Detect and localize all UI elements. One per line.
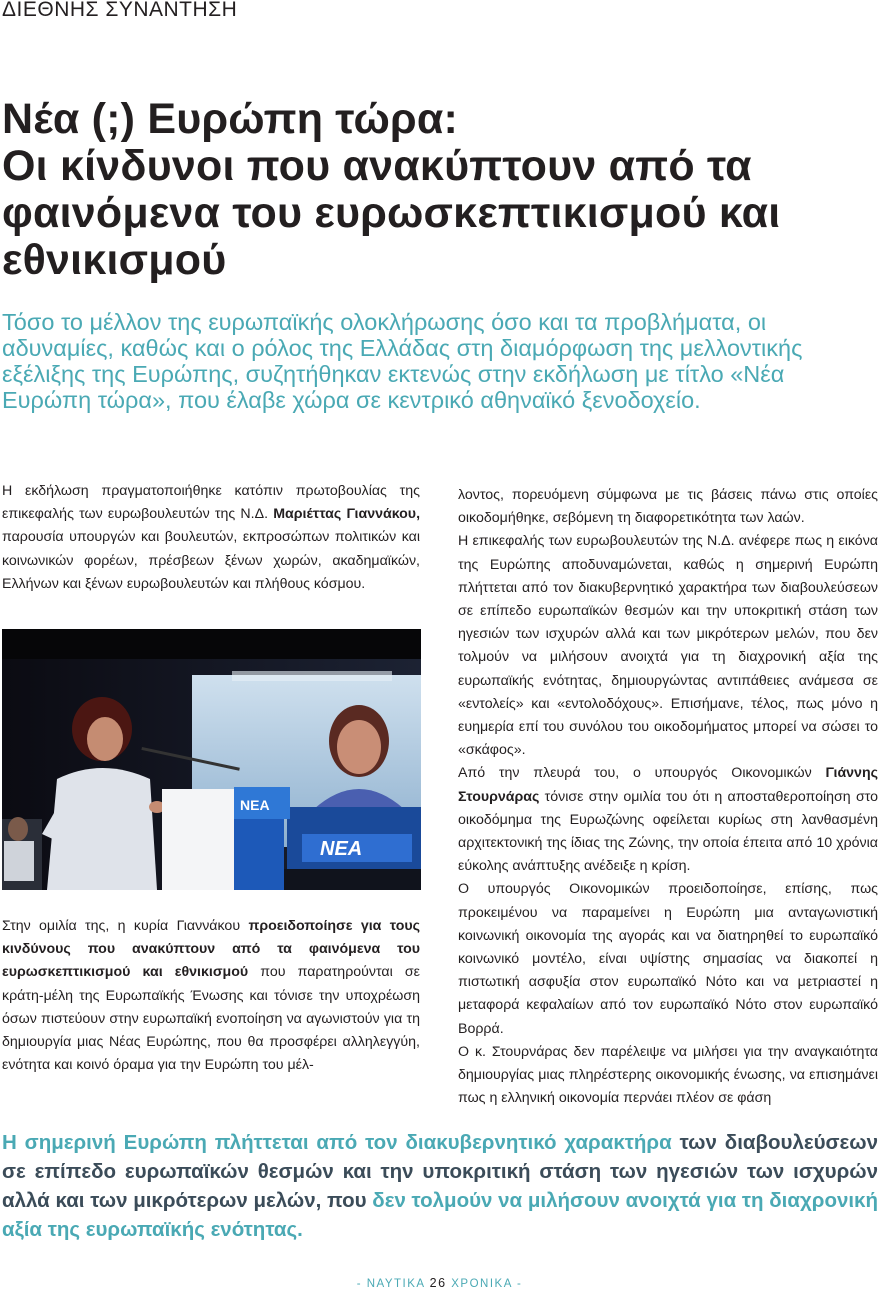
body-column-right xyxy=(458,484,878,1110)
page-footer xyxy=(0,1276,879,1290)
footer-magazine-name-right: ΧΡΟΝΙΚΑ xyxy=(451,1278,513,1290)
body-paragraph xyxy=(2,480,420,596)
bold-name: Γιάννης Στουρνάρας xyxy=(458,765,878,805)
text-run: Στην ομιλία της, η κυρία Γιαννάκου xyxy=(2,918,249,934)
footer-dash: - xyxy=(516,1278,523,1290)
text-run: Από την πλευρά του, ο υπουργός Οικονομικών xyxy=(458,765,826,782)
footer-dash: - xyxy=(356,1278,363,1290)
text-run: Η εκδήλωση πραγματοποιήθηκε κατόπιν πρωτοβουλίας της επικεφαλής των ευρωβουλευτών της Ν.Δ. xyxy=(2,483,420,523)
body-paragraph xyxy=(458,762,878,878)
body-paragraph xyxy=(2,915,420,1077)
page-number: 26 xyxy=(429,1276,447,1290)
body-paragraph: λοντος, πορευόμενη σύμφωνα με τις βάσεις πάνω στις οποίες οικοδομήθηκε, σεβόμενη τη διαφορετικότητα των λαών. xyxy=(458,487,878,527)
pull-quote-text: των διαβουλεύσεων σε επίπεδο ευρωπαϊκών θεσμών και την υποκριτική στάση των ηγεσιών των ισχυρών αλλά και των μικρότερων μελών, που xyxy=(2,1131,878,1212)
bold-warning: προειδοποίησε για τους κινδύνους που ανακύπτουν από τα φαινόμενα του ευρωσκεπτικισμού και εθνικισμού xyxy=(2,918,420,981)
headline-line-2: Οι κίνδυνοι που ανακύπτουν από τα xyxy=(2,142,752,190)
footer-magazine-name-left: ΝΑΥΤΙΚΑ xyxy=(366,1278,425,1290)
body-paragraph: Η επικεφαλής των ευρωβουλευτών της Ν.Δ. ανέφερε πως η εικόνα της Ευρώπης αποδυναμώνεται, καθώς η σημερινή Ευρώπη πλήττεται από τον διακυβερνητικό χαρακτήρα των διαβουλεύσεων σε επίπεδο ευρωπαϊκών θεσμών και την υποκριτική στάση των ηγεσιών των ισχυρών αλλά και των μικρότερων μελών, που δεν τολμούν να μιλήσουν ανοιχτά για τη διαχρονική αξία της ευρωπαϊκής ενότητας, δημιουργώντας αντιπάθειες ανάμεσα σε «εντολείς» και «εντολοδόχους». Επισήμανε, τέλος, πως μόνο η ευημερία επί του συνόλου του οικοδομήματος μπορεί να σώσει το «σκάφος». xyxy=(458,533,878,759)
text-run: τόνισε στην ομιλία του ότι η αποσταθεροποίηση στο οικοδόμημα της Ευρωζώνης οφείλεται κυρίως στη λανθασμένη αρχιτεκτονική της ίδιας της Ζώνης, την οποία έπειτα από 10 χρόνια εύκολης ανάπτυξης ανέδειξε η κρίση. xyxy=(458,788,878,875)
body-column-left-top xyxy=(2,480,420,596)
pull-quote xyxy=(2,1128,878,1244)
headline-line-4: εθνικισμού xyxy=(2,236,227,284)
pull-quote-highlight: δεν τολμούν να μιλήσουν ανοιχτά για τη διαχρονική αξία της ευρωπαϊκής ενότητας. xyxy=(2,1189,879,1241)
headline-line-3: φαινόμενα του ευρωσκεπτικισμού και xyxy=(2,189,781,237)
bold-name: Μαριέττας Γιαννάκου, xyxy=(273,506,421,523)
section-label: ΔΙΕΘΝΗΣ ΣΥΝΑΝΤΗΣΗ xyxy=(2,0,238,21)
text-run: που παρατηρούνται σε κράτη-μέλη της Ευρωπαϊκής Ένωσης και τόνισε την υποχρέωση όσων πιστεύουν στην ευρωπαϊκή ενοποίηση να αγωνιστούν για τη δημιουργία μιας Νέας Ευρώπης, που θα προσφέρει αλληλεγγύη, ενότητα και κοινό όραμα για την Ευρώπη του μέλ- xyxy=(2,964,420,1074)
body-paragraph: Ο κ. Στουρνάρας δεν παρέλειψε να μιλήσει για την αναγκαιότητα δημιουργίας μιας πληρέστερης οικονομικής ένωσης, να επισημάνει πως η ελληνική οικονομία περνάει πλέον σε φάση xyxy=(458,1043,878,1107)
event-photo xyxy=(2,629,421,890)
text-run: παρουσία υπουργών και βουλευτών, εκπροσώπων πολιτικών και κοινωνικών φορέων, πρέσβεων ξένων χωρών, ακαδημαϊκών, Ελλήνων και ξένων ευρωβουλευτών και πλήθους κόσμου. xyxy=(2,529,420,592)
pull-quote-highlight: Η σημερινή Ευρώπη πλήττεται από τον διακυβερνητικό χαρακτήρα xyxy=(2,1131,672,1154)
body-column-left-bottom xyxy=(2,915,420,1077)
headline-line-1: Νέα (;) Ευρώπη τώρα: xyxy=(2,95,458,143)
podium-logo-text: ΝΕΑ xyxy=(240,797,270,813)
banner-text: ΝΕΑ xyxy=(320,838,363,860)
article-headline xyxy=(2,96,872,284)
event-photo-illustration xyxy=(2,629,421,890)
body-paragraph: Ο υπουργός Οικονομικών προειδοποίησε, επίσης, πως προκειμένου να παραμείνει η Ευρώπη μια ανταγωνιστική κοινωνική οικονομία της αγοράς και να διατηρηθεί το ευρωπαϊκό κοινωνικό μοντέλο, είναι υψίστης σημασίας να διακοπεί η πιστωτική ασφυξία στον ευρωπαϊκό Νότο και να μετριαστεί η μεταφορά κεφαλαίων από τον ευρωπαϊκό Νότο στον ευρωπαϊκό Βορρά. xyxy=(458,881,878,1037)
article-lead: Τόσο το μέλλον της ευρωπαϊκής ολοκλήρωσης όσο και τα προβλήματα, οι αδυναμίες, καθώς και ο ρόλος της Ελλάδας στη διαμόρφωση της μελλοντικής εξέλιξης της Ευρώπης, συζητήθηκαν εκτενώς στην εκδήλωση με τίτλο «Νέα Ευρώπη τώρα», που έλαβε χώρα σε κεντρικό αθηναϊκό ξενοδοχείο. xyxy=(2,309,803,413)
